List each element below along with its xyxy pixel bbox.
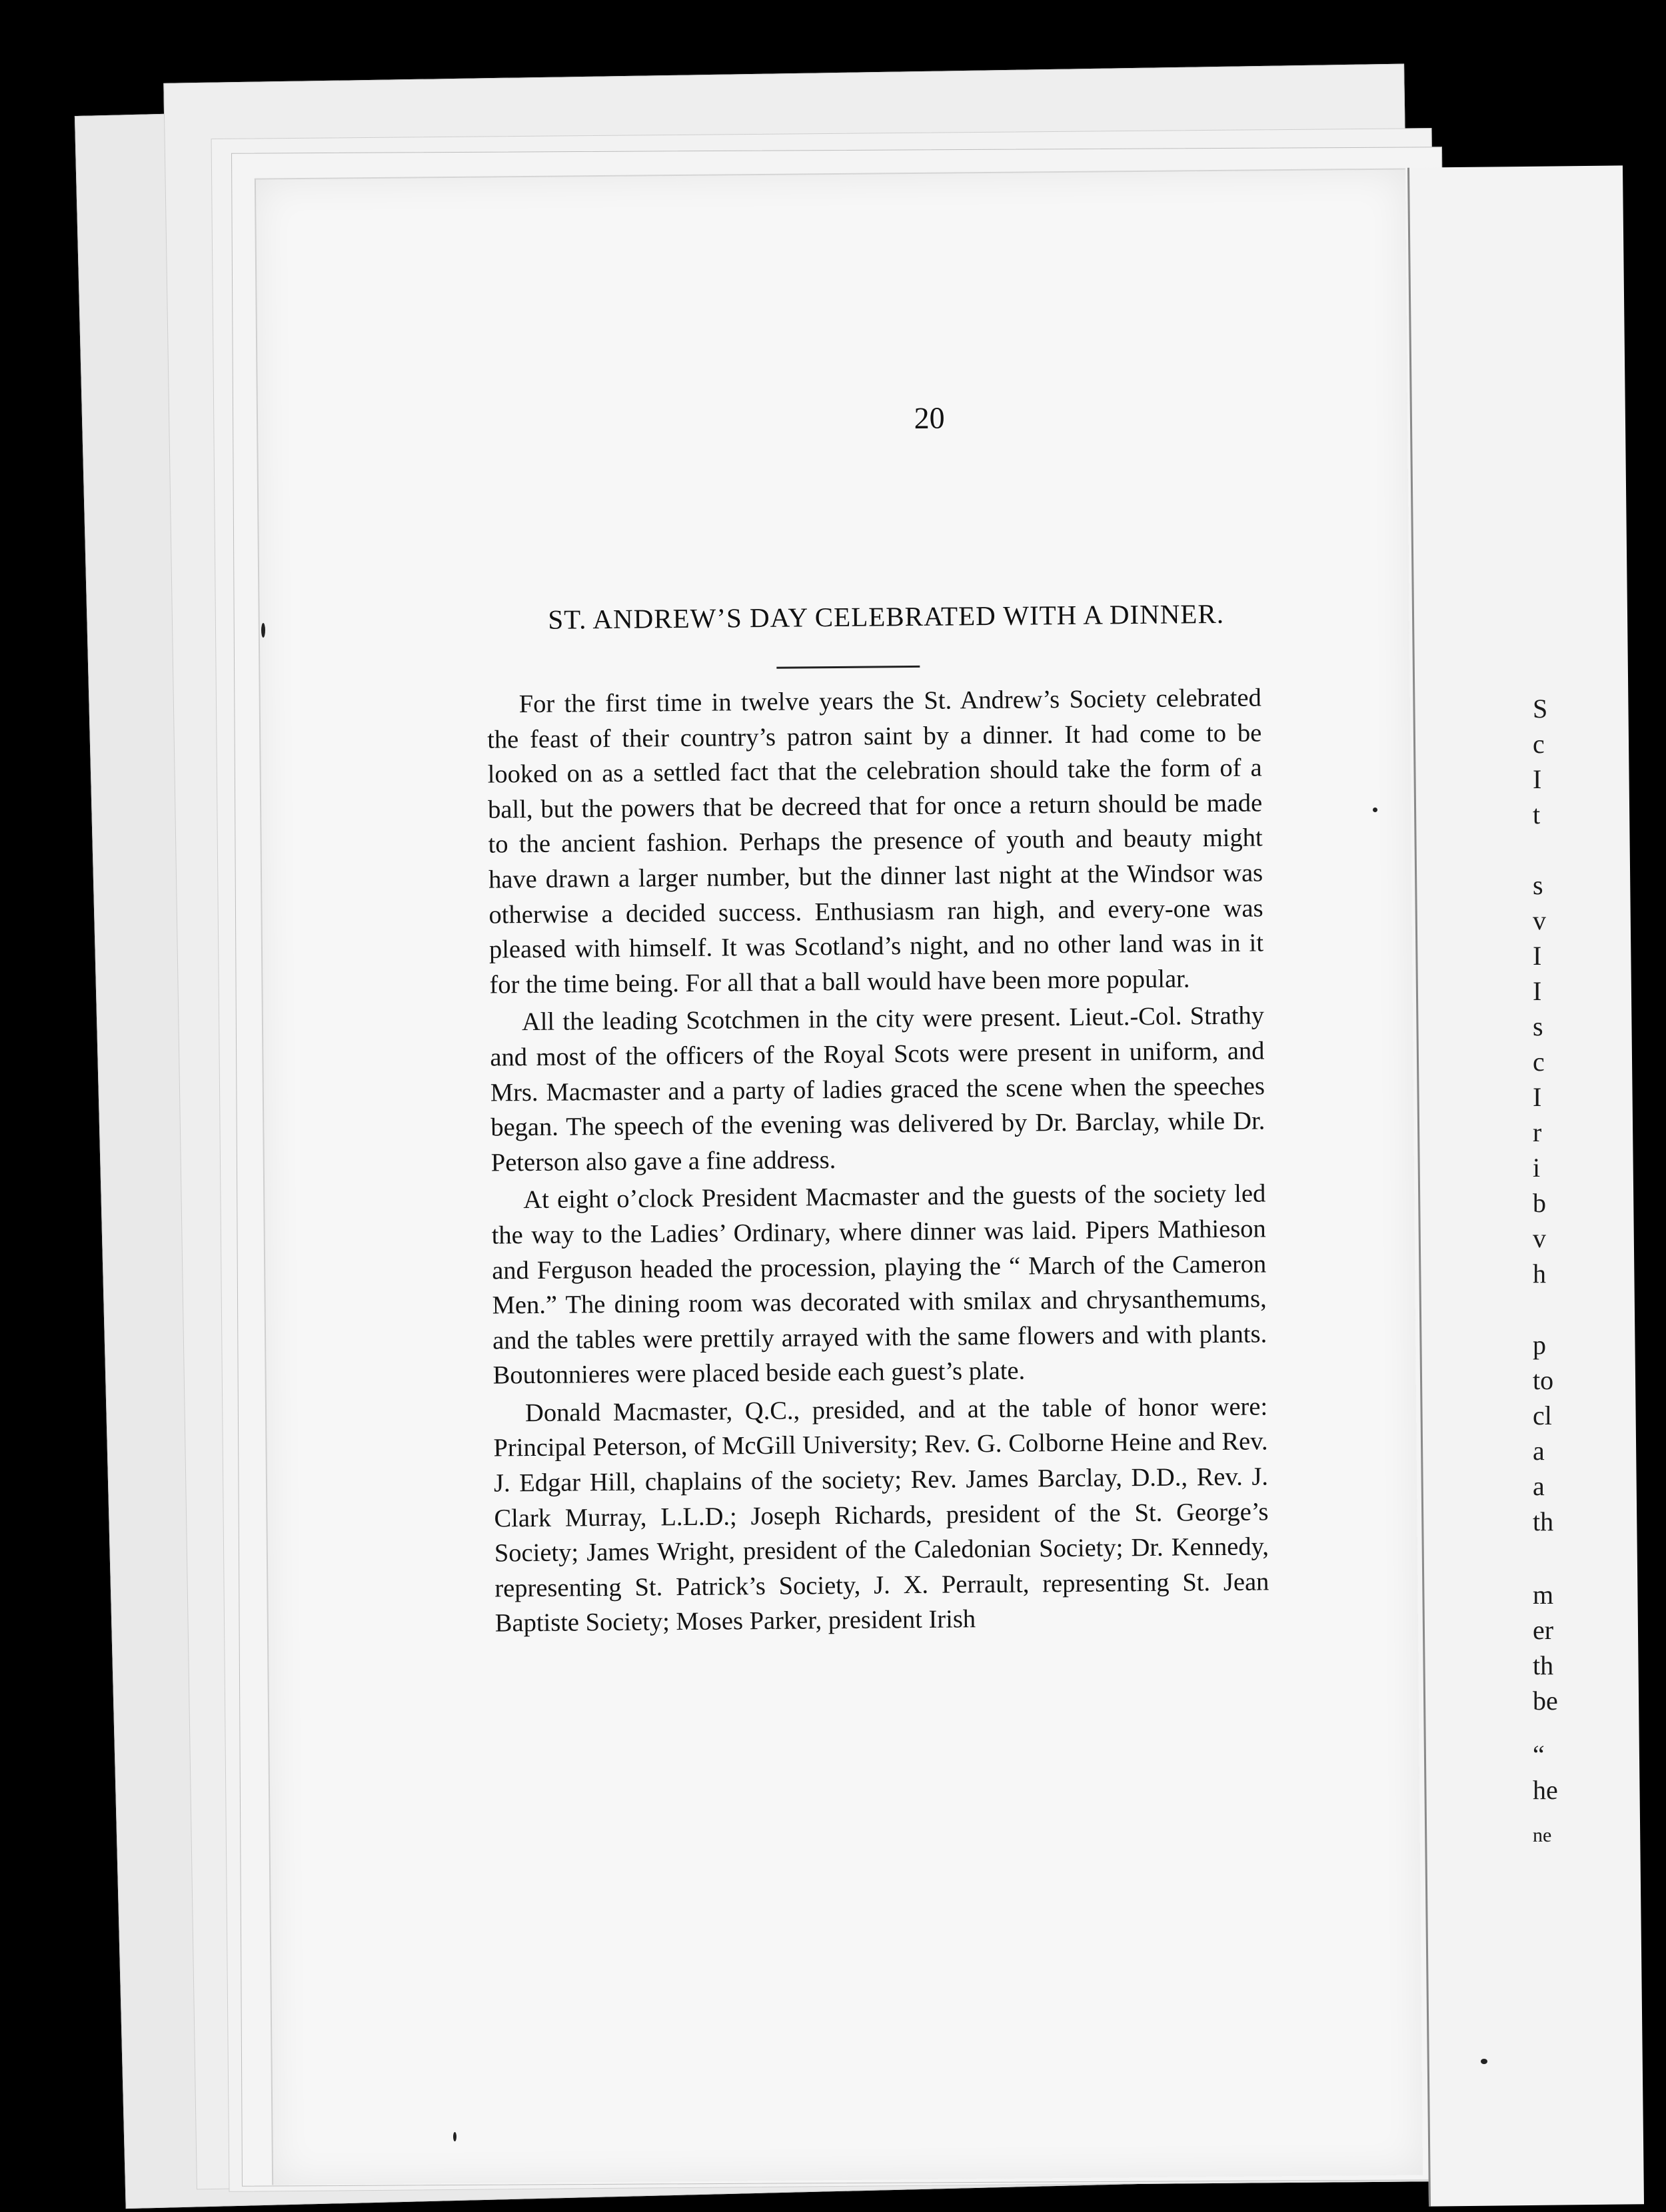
facing-fragment: s (1533, 870, 1543, 900)
facing-fragment: “ (1533, 1740, 1545, 1770)
title-rule (776, 666, 920, 669)
facing-fragment: th (1533, 1650, 1554, 1680)
paragraph: At eight o’clock President Macmaster and the guests of the society led the way to the Ladies’ Ordinary, where dinner was laid. Pipers Mathieson and Ferguson headed the procession, playing the “ March of the Cameron Men.” The dining room was decorated with smilax and chrysanthemums, and the tables were prettily arrayed with the same flowers and with plants. Boutonnieres were placed beside each guest’s plate. (491, 1179, 1267, 1390)
facing-fragment: I (1533, 764, 1542, 794)
facing-fragment: cl (1533, 1400, 1552, 1430)
facing-fragment: r (1533, 1117, 1542, 1147)
scan-speck (261, 623, 265, 638)
facing-fragment: ne (1533, 1824, 1552, 1846)
scan-speck (1373, 808, 1377, 812)
facing-fragment: th (1533, 1506, 1554, 1536)
facing-fragment: S (1533, 694, 1548, 724)
facing-fragment: I (1533, 1082, 1542, 1112)
facing-fragment: v (1533, 905, 1546, 935)
paragraph: All the leading Scotchmen in the city were present. Lieut.-Col. Strathy and most of the officers of the Royal Scots were present in uniform, and Mrs. Macmaster and a party of ladies graced the scene when the speeches began. The speech of the evening was delivered by Dr. Barclay, while Dr. Peterson also gave a fine address. (490, 1001, 1265, 1177)
article-body (487, 680, 1269, 1641)
scan-speck (453, 2132, 456, 2141)
facing-fragment: c (1533, 1047, 1545, 1077)
facing-fragment: s (1533, 1011, 1543, 1041)
facing-fragment: a (1533, 1471, 1545, 1501)
facing-fragment: m (1533, 1580, 1554, 1610)
paragraph: Donald Macmaster, Q.C., presided, and at the table of honor were: Principal Peterson, of McGill University; Rev. G. Colborne Heine and Rev. J. Edgar Hill, chaplains of the society; Rev. James Barclay, D.D., Rev. J. Clark Murray, L.L.D.; Joseph Richards, president of the St. George’s Society; James Wright, president of the Caledonian Society; Dr. Kennedy, representing St. Patrick’s Society, J. X. Perrault, representing St. Jean Baptiste Society; Moses Parker, president Irish (493, 1392, 1269, 1638)
facing-fragment: be (1533, 1686, 1558, 1716)
facing-fragment: v (1533, 1223, 1546, 1253)
facing-fragment: b (1533, 1188, 1546, 1218)
facing-fragment: h (1533, 1259, 1546, 1289)
page-number: 20 (914, 400, 945, 435)
facing-fragment: i (1533, 1153, 1541, 1183)
facing-fragment: p (1533, 1330, 1546, 1360)
facing-fragment: c (1533, 729, 1545, 759)
facing-fragment: to (1533, 1365, 1554, 1395)
facing-fragment: he (1533, 1775, 1558, 1805)
main-page (255, 169, 1423, 2185)
facing-fragment: a (1533, 1436, 1545, 1466)
facing-fragment: er (1533, 1615, 1554, 1645)
facing-fragment: t (1533, 800, 1541, 830)
facing-fragment: I (1533, 941, 1542, 971)
paragraph: For the first time in twelve years the St. Andrew’s Society celebrated the feast of their country’s patron saint by a dinner. It had come to be looked on as a settled fact that the celebration should take the form of a ball, but the powers that be decreed that for once a return should be made to the ancient fashion. Perhaps the presence of youth and beauty might have drawn a larger number, but the dinner last night at the Windsor was otherwise a decided success. Enthusiasm ran high, and every-one was pleased with himself. It was Scotland’s night, and no other land was in it for the time being. For all that a ball would have been more popular. (487, 684, 1264, 999)
scan-speck (1481, 2059, 1487, 2064)
facing-fragment: I (1533, 976, 1542, 1006)
facing-page (1407, 165, 1644, 2206)
article-title: ST. ANDREW’S DAY CELEBRATED WITH A DINNER. (548, 598, 1225, 635)
